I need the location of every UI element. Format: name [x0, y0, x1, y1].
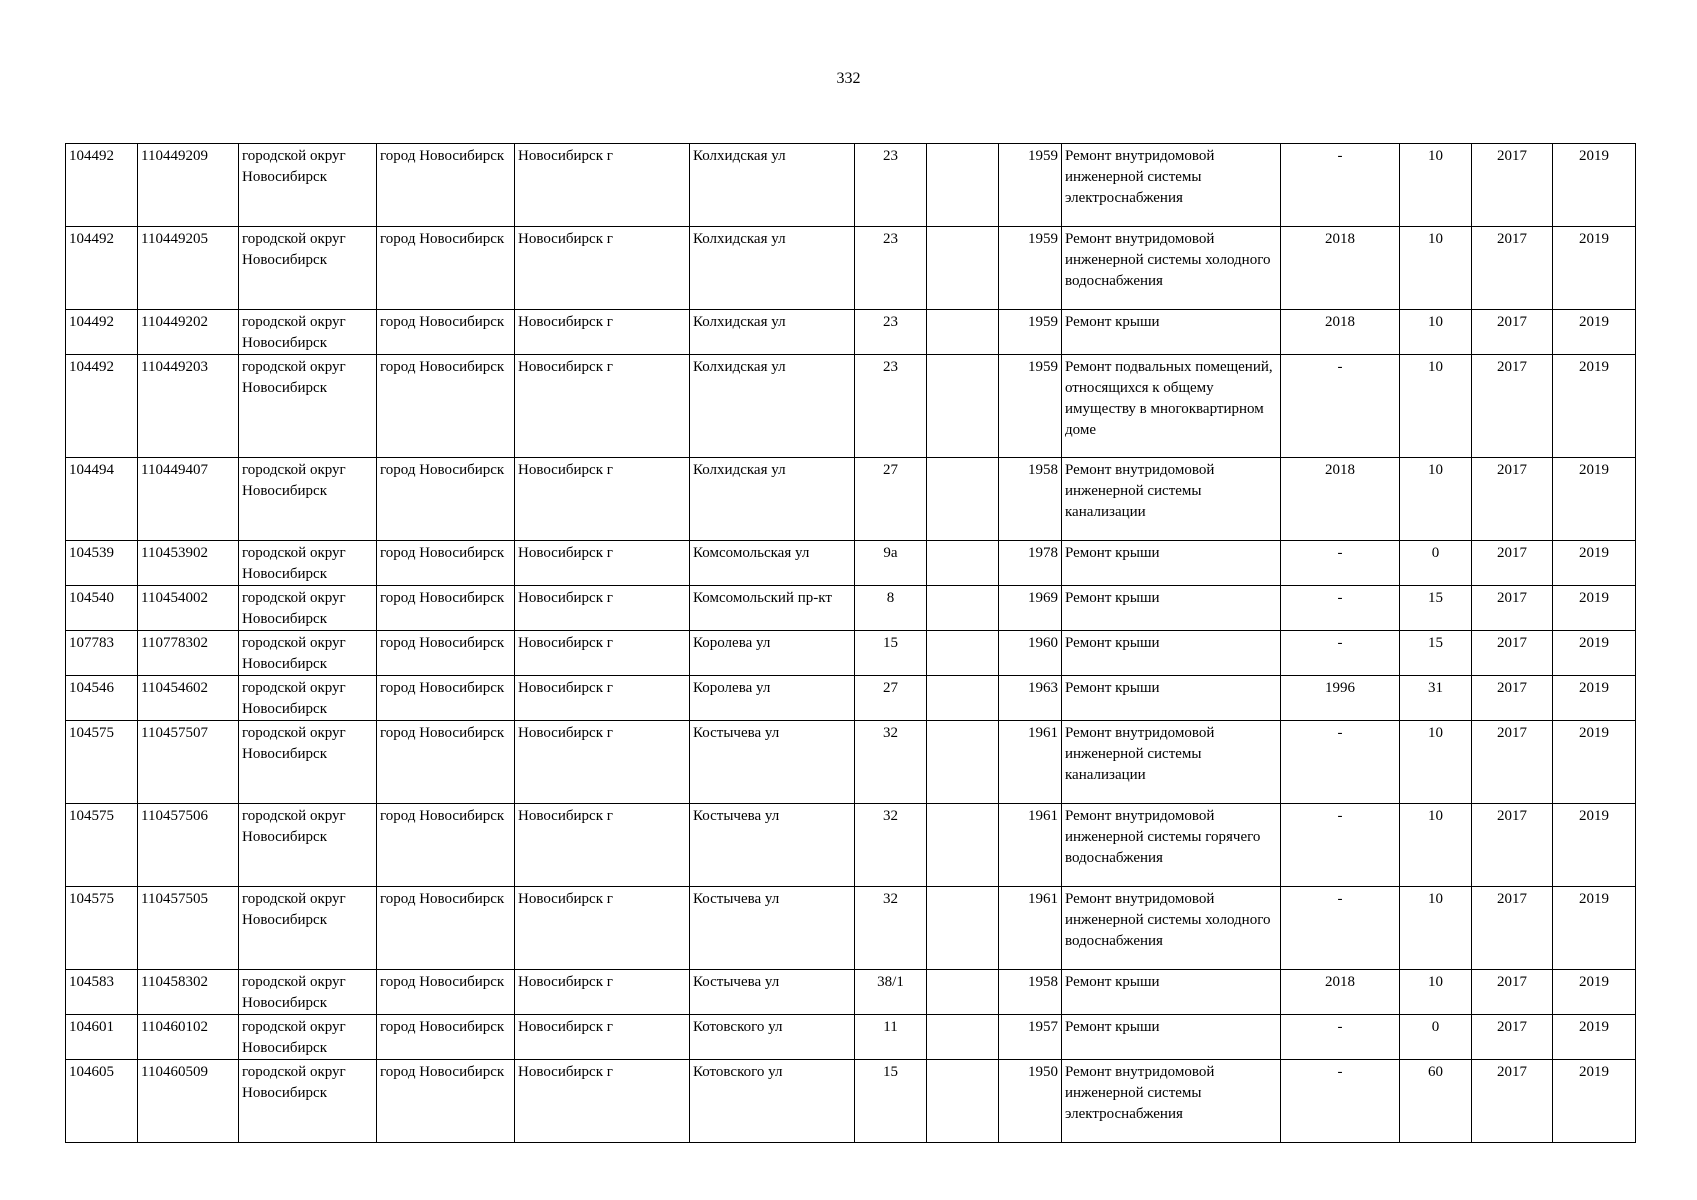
repair-registry-table	[65, 143, 1636, 1143]
cell-settlement: город Новосибирск	[377, 804, 515, 887]
cell-house-id: 104601	[66, 1015, 138, 1060]
cell-wear-percent: 10	[1400, 458, 1472, 541]
cell-work-type: Ремонт крыши	[1062, 970, 1281, 1015]
cell-settlement: город Новосибирск	[377, 1015, 515, 1060]
cell-wear-percent: 10	[1400, 144, 1472, 227]
cell-period-start: 2017	[1472, 804, 1553, 887]
cell-period-start: 2017	[1472, 970, 1553, 1015]
cell-wear-percent: 15	[1400, 631, 1472, 676]
cell-building	[927, 1015, 999, 1060]
cell-municipal-district: городской округ Новосибирск	[239, 631, 377, 676]
cell-period-end: 2019	[1553, 227, 1636, 310]
cell-last-repair-year: -	[1281, 586, 1400, 631]
cell-house-number: 23	[855, 310, 927, 355]
table-row	[66, 541, 1636, 586]
cell-period-end: 2019	[1553, 721, 1636, 804]
cell-building	[927, 721, 999, 804]
cell-construction-year: 1960	[999, 631, 1062, 676]
cell-house-id: 104492	[66, 355, 138, 458]
cell-construction-year: 1961	[999, 721, 1062, 804]
cell-construction-year: 1959	[999, 310, 1062, 355]
cell-building	[927, 586, 999, 631]
cell-settlement: город Новосибирск	[377, 721, 515, 804]
cell-period-start: 2017	[1472, 144, 1553, 227]
cell-last-repair-year: -	[1281, 144, 1400, 227]
cell-period-end: 2019	[1553, 970, 1636, 1015]
cell-building	[927, 355, 999, 458]
cell-house-id: 104546	[66, 676, 138, 721]
cell-settlement: город Новосибирск	[377, 310, 515, 355]
cell-wear-percent: 60	[1400, 1060, 1472, 1143]
cell-city: Новосибирск г	[515, 804, 690, 887]
cell-municipal-district: городской округ Новосибирск	[239, 586, 377, 631]
cell-settlement: город Новосибирск	[377, 887, 515, 970]
cell-work-code: 110454602	[138, 676, 239, 721]
cell-work-code: 110449202	[138, 310, 239, 355]
cell-last-repair-year: 2018	[1281, 458, 1400, 541]
cell-street: Колхидская ул	[690, 144, 855, 227]
cell-building	[927, 458, 999, 541]
cell-building	[927, 804, 999, 887]
cell-city: Новосибирск г	[515, 970, 690, 1015]
cell-house-number: 23	[855, 227, 927, 310]
cell-last-repair-year: -	[1281, 887, 1400, 970]
cell-construction-year: 1961	[999, 804, 1062, 887]
cell-work-type: Ремонт крыши	[1062, 541, 1281, 586]
table-row	[66, 631, 1636, 676]
cell-municipal-district: городской округ Новосибирск	[239, 804, 377, 887]
cell-last-repair-year: 2018	[1281, 227, 1400, 310]
cell-building	[927, 227, 999, 310]
cell-last-repair-year: -	[1281, 541, 1400, 586]
cell-last-repair-year: 2018	[1281, 970, 1400, 1015]
table-body	[66, 144, 1636, 1143]
cell-house-id: 104575	[66, 721, 138, 804]
cell-municipal-district: городской округ Новосибирск	[239, 310, 377, 355]
cell-wear-percent: 10	[1400, 721, 1472, 804]
cell-construction-year: 1961	[999, 887, 1062, 970]
cell-work-code: 110460509	[138, 1060, 239, 1143]
cell-period-end: 2019	[1553, 1015, 1636, 1060]
cell-work-type: Ремонт крыши	[1062, 310, 1281, 355]
cell-municipal-district: городской округ Новосибирск	[239, 541, 377, 586]
cell-period-start: 2017	[1472, 586, 1553, 631]
cell-period-end: 2019	[1553, 804, 1636, 887]
cell-building	[927, 631, 999, 676]
cell-municipal-district: городской округ Новосибирск	[239, 970, 377, 1015]
cell-building	[927, 970, 999, 1015]
cell-wear-percent: 10	[1400, 355, 1472, 458]
table-row	[66, 676, 1636, 721]
cell-settlement: город Новосибирск	[377, 1060, 515, 1143]
cell-period-end: 2019	[1553, 586, 1636, 631]
cell-work-code: 110449205	[138, 227, 239, 310]
cell-city: Новосибирск г	[515, 676, 690, 721]
cell-city: Новосибирск г	[515, 1015, 690, 1060]
cell-work-code: 110458302	[138, 970, 239, 1015]
cell-house-id: 107783	[66, 631, 138, 676]
cell-building	[927, 144, 999, 227]
cell-city: Новосибирск г	[515, 541, 690, 586]
cell-period-start: 2017	[1472, 227, 1553, 310]
cell-construction-year: 1959	[999, 227, 1062, 310]
cell-work-code: 110449203	[138, 355, 239, 458]
cell-period-end: 2019	[1553, 676, 1636, 721]
cell-municipal-district: городской округ Новосибирск	[239, 676, 377, 721]
cell-period-start: 2017	[1472, 631, 1553, 676]
table-row	[66, 144, 1636, 227]
cell-settlement: город Новосибирск	[377, 541, 515, 586]
cell-city: Новосибирск г	[515, 631, 690, 676]
cell-work-code: 110454002	[138, 586, 239, 631]
cell-construction-year: 1963	[999, 676, 1062, 721]
cell-city: Новосибирск г	[515, 1060, 690, 1143]
cell-construction-year: 1959	[999, 144, 1062, 227]
cell-period-start: 2017	[1472, 721, 1553, 804]
cell-house-number: 32	[855, 887, 927, 970]
cell-construction-year: 1957	[999, 1015, 1062, 1060]
cell-municipal-district: городской округ Новосибирск	[239, 721, 377, 804]
cell-settlement: город Новосибирск	[377, 144, 515, 227]
cell-building	[927, 310, 999, 355]
cell-period-start: 2017	[1472, 458, 1553, 541]
cell-settlement: город Новосибирск	[377, 227, 515, 310]
cell-period-start: 2017	[1472, 887, 1553, 970]
cell-work-code: 110453902	[138, 541, 239, 586]
cell-street: Костычева ул	[690, 887, 855, 970]
cell-house-number: 23	[855, 355, 927, 458]
cell-municipal-district: городской округ Новосибирск	[239, 227, 377, 310]
table-row	[66, 721, 1636, 804]
cell-settlement: город Новосибирск	[377, 676, 515, 721]
cell-city: Новосибирск г	[515, 227, 690, 310]
cell-house-number: 9а	[855, 541, 927, 586]
cell-settlement: город Новосибирск	[377, 355, 515, 458]
cell-street: Комсомольский пр-кт	[690, 586, 855, 631]
cell-work-code: 110457506	[138, 804, 239, 887]
cell-last-repair-year: -	[1281, 1015, 1400, 1060]
cell-street: Котовского ул	[690, 1060, 855, 1143]
cell-period-start: 2017	[1472, 676, 1553, 721]
cell-municipal-district: городской округ Новосибирск	[239, 355, 377, 458]
cell-municipal-district: городской округ Новосибирск	[239, 1015, 377, 1060]
cell-construction-year: 1950	[999, 1060, 1062, 1143]
cell-last-repair-year: -	[1281, 721, 1400, 804]
cell-house-number: 27	[855, 458, 927, 541]
cell-city: Новосибирск г	[515, 310, 690, 355]
cell-street: Комсомольская ул	[690, 541, 855, 586]
cell-wear-percent: 0	[1400, 1015, 1472, 1060]
cell-house-number: 8	[855, 586, 927, 631]
table-row	[66, 227, 1636, 310]
cell-house-id: 104492	[66, 310, 138, 355]
cell-period-end: 2019	[1553, 541, 1636, 586]
cell-period-end: 2019	[1553, 310, 1636, 355]
cell-city: Новосибирск г	[515, 458, 690, 541]
cell-house-id: 104492	[66, 144, 138, 227]
cell-period-end: 2019	[1553, 631, 1636, 676]
cell-wear-percent: 10	[1400, 887, 1472, 970]
table-row	[66, 1015, 1636, 1060]
cell-work-code: 110449209	[138, 144, 239, 227]
cell-last-repair-year: -	[1281, 631, 1400, 676]
cell-street: Колхидская ул	[690, 458, 855, 541]
cell-construction-year: 1959	[999, 355, 1062, 458]
cell-last-repair-year: -	[1281, 804, 1400, 887]
cell-period-end: 2019	[1553, 887, 1636, 970]
cell-house-number: 15	[855, 1060, 927, 1143]
cell-construction-year: 1969	[999, 586, 1062, 631]
cell-wear-percent: 15	[1400, 586, 1472, 631]
cell-work-type: Ремонт подвальных помещений, относящихся к общему имуществу в многоквартирном доме	[1062, 355, 1281, 458]
table-row	[66, 586, 1636, 631]
cell-last-repair-year: -	[1281, 1060, 1400, 1143]
cell-house-id: 104540	[66, 586, 138, 631]
table-row	[66, 804, 1636, 887]
cell-settlement: город Новосибирск	[377, 458, 515, 541]
cell-house-number: 32	[855, 804, 927, 887]
cell-street: Королева ул	[690, 631, 855, 676]
cell-city: Новосибирск г	[515, 721, 690, 804]
cell-work-type: Ремонт внутридомовой инженерной системы холодного водоснабжения	[1062, 887, 1281, 970]
cell-house-id: 104583	[66, 970, 138, 1015]
cell-period-start: 2017	[1472, 355, 1553, 458]
cell-wear-percent: 10	[1400, 970, 1472, 1015]
page-number: 332	[836, 70, 861, 87]
cell-work-type: Ремонт крыши	[1062, 586, 1281, 631]
cell-municipal-district: городской округ Новосибирск	[239, 458, 377, 541]
cell-house-id: 104575	[66, 804, 138, 887]
cell-wear-percent: 10	[1400, 804, 1472, 887]
cell-building	[927, 676, 999, 721]
cell-work-type: Ремонт внутридомовой инженерной системы канализации	[1062, 721, 1281, 804]
cell-wear-percent: 10	[1400, 310, 1472, 355]
cell-work-code: 110460102	[138, 1015, 239, 1060]
cell-municipal-district: городской округ Новосибирск	[239, 1060, 377, 1143]
cell-house-number: 11	[855, 1015, 927, 1060]
cell-street: Колхидская ул	[690, 355, 855, 458]
cell-house-number: 32	[855, 721, 927, 804]
cell-work-type: Ремонт внутридомовой инженерной системы канализации	[1062, 458, 1281, 541]
cell-street: Костычева ул	[690, 721, 855, 804]
cell-street: Котовского ул	[690, 1015, 855, 1060]
cell-work-code: 110778302	[138, 631, 239, 676]
cell-period-end: 2019	[1553, 1060, 1636, 1143]
cell-work-code: 110449407	[138, 458, 239, 541]
cell-work-code: 110457505	[138, 887, 239, 970]
cell-last-repair-year: 2018	[1281, 310, 1400, 355]
cell-house-number: 38/1	[855, 970, 927, 1015]
cell-work-code: 110457507	[138, 721, 239, 804]
cell-work-type: Ремонт внутридомовой инженерной системы электроснабжения	[1062, 1060, 1281, 1143]
cell-period-end: 2019	[1553, 144, 1636, 227]
table-row	[66, 1060, 1636, 1143]
cell-settlement: город Новосибирск	[377, 586, 515, 631]
cell-period-start: 2017	[1472, 310, 1553, 355]
cell-period-end: 2019	[1553, 355, 1636, 458]
cell-wear-percent: 0	[1400, 541, 1472, 586]
cell-house-id: 104605	[66, 1060, 138, 1143]
cell-construction-year: 1958	[999, 458, 1062, 541]
cell-city: Новосибирск г	[515, 586, 690, 631]
table-row	[66, 970, 1636, 1015]
cell-street: Костычева ул	[690, 804, 855, 887]
cell-building	[927, 887, 999, 970]
cell-house-number: 15	[855, 631, 927, 676]
cell-city: Новосибирск г	[515, 144, 690, 227]
cell-work-type: Ремонт внутридомовой инженерной системы электроснабжения	[1062, 144, 1281, 227]
cell-street: Королева ул	[690, 676, 855, 721]
cell-period-end: 2019	[1553, 458, 1636, 541]
cell-work-type: Ремонт внутридомовой инженерной системы горячего водоснабжения	[1062, 804, 1281, 887]
cell-last-repair-year: -	[1281, 355, 1400, 458]
cell-house-id: 104494	[66, 458, 138, 541]
cell-work-type: Ремонт крыши	[1062, 631, 1281, 676]
cell-house-id: 104492	[66, 227, 138, 310]
cell-municipal-district: городской округ Новосибирск	[239, 887, 377, 970]
cell-street: Костычева ул	[690, 970, 855, 1015]
table-row	[66, 458, 1636, 541]
table-row	[66, 355, 1636, 458]
cell-period-start: 2017	[1472, 541, 1553, 586]
cell-street: Колхидская ул	[690, 227, 855, 310]
cell-period-start: 2017	[1472, 1015, 1553, 1060]
cell-city: Новосибирск г	[515, 887, 690, 970]
cell-building	[927, 1060, 999, 1143]
cell-work-type: Ремонт крыши	[1062, 676, 1281, 721]
cell-city: Новосибирск г	[515, 355, 690, 458]
cell-house-number: 27	[855, 676, 927, 721]
cell-work-type: Ремонт крыши	[1062, 1015, 1281, 1060]
cell-work-type: Ремонт внутридомовой инженерной системы холодного водоснабжения	[1062, 227, 1281, 310]
cell-period-start: 2017	[1472, 1060, 1553, 1143]
cell-construction-year: 1978	[999, 541, 1062, 586]
cell-street: Колхидская ул	[690, 310, 855, 355]
cell-wear-percent: 31	[1400, 676, 1472, 721]
cell-wear-percent: 10	[1400, 227, 1472, 310]
table-row	[66, 310, 1636, 355]
cell-house-id: 104539	[66, 541, 138, 586]
cell-settlement: город Новосибирск	[377, 631, 515, 676]
cell-settlement: город Новосибирск	[377, 970, 515, 1015]
cell-last-repair-year: 1996	[1281, 676, 1400, 721]
cell-municipal-district: городской округ Новосибирск	[239, 144, 377, 227]
cell-building	[927, 541, 999, 586]
cell-construction-year: 1958	[999, 970, 1062, 1015]
cell-house-number: 23	[855, 144, 927, 227]
cell-house-id: 104575	[66, 887, 138, 970]
table-row	[66, 887, 1636, 970]
